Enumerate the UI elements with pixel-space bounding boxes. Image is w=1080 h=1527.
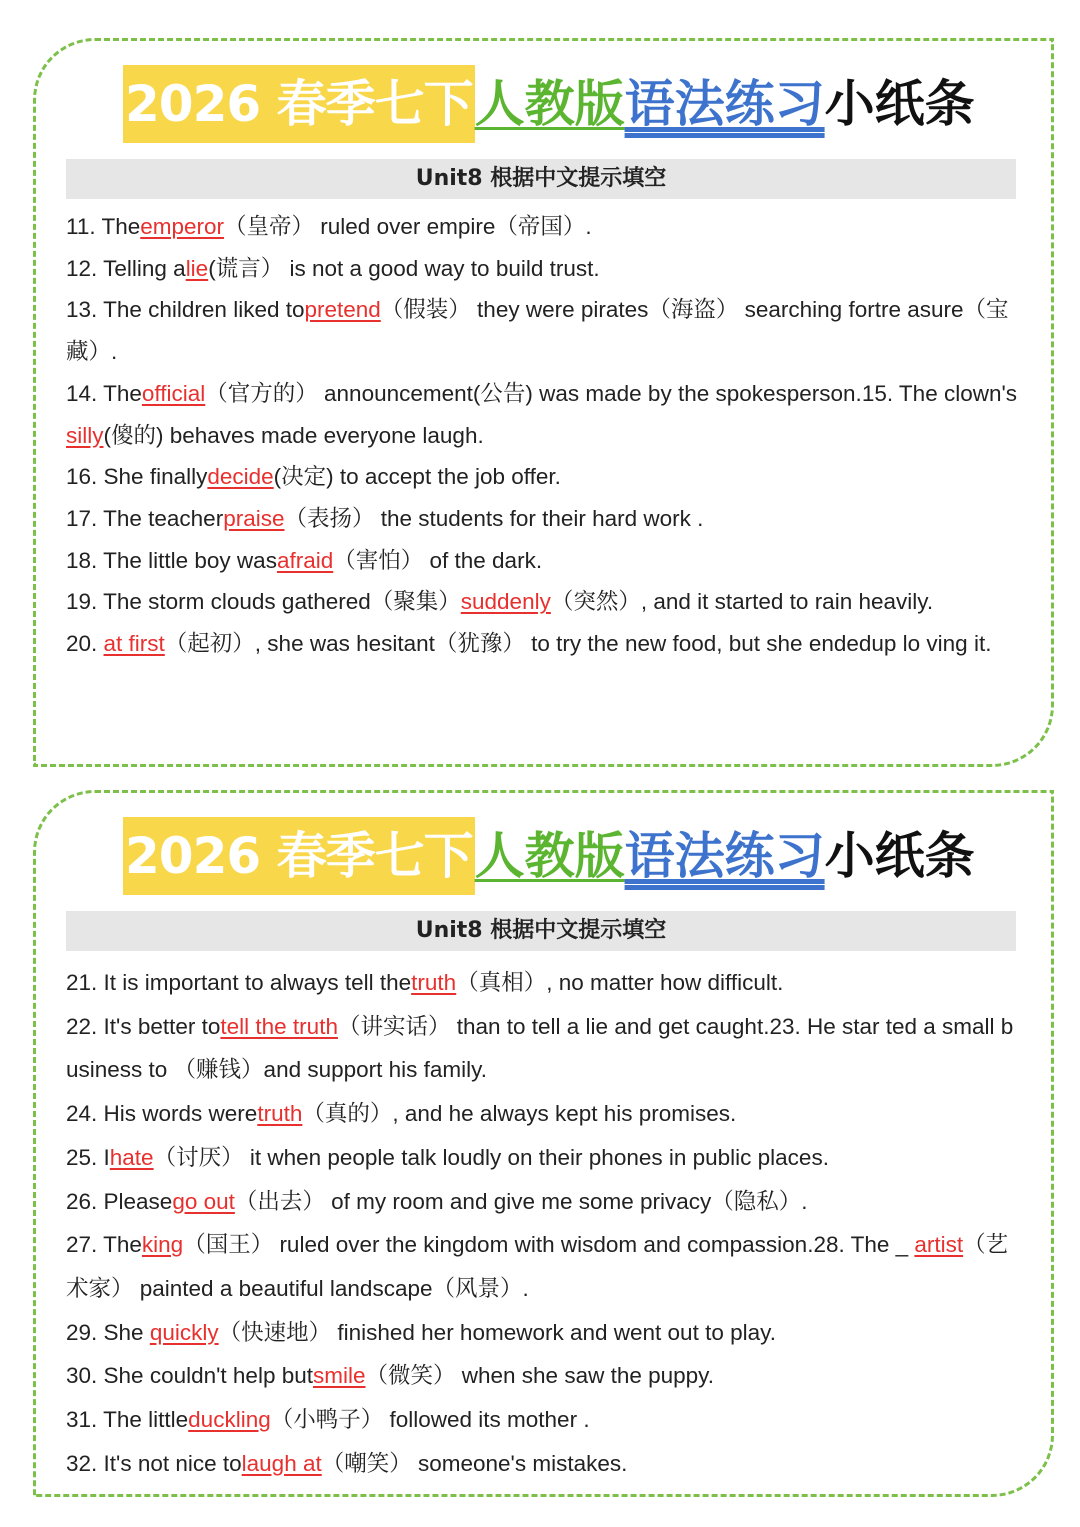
exercise-text: 30. She couldn't help but <box>66 1363 313 1389</box>
title-highlight-year: 2026 春季七下 <box>123 65 475 143</box>
exercise-list <box>66 961 1021 1485</box>
answer-fill: tell the truth <box>220 1013 338 1039</box>
exercise-item <box>66 540 1021 582</box>
title-notes: 小纸条 <box>824 827 975 885</box>
exercise-item <box>66 1005 1021 1092</box>
exercise-text: （害怕） of the dark. <box>333 547 543 573</box>
exercise-item <box>66 1442 1021 1486</box>
exercise-text: （皇帝） ruled over empire（帝国）. <box>224 214 592 239</box>
exercise-item <box>66 1311 1021 1355</box>
title-notes: 小纸条 <box>824 75 975 133</box>
title-edition: 人教版 <box>474 75 625 133</box>
exercise-item <box>66 456 1021 498</box>
exercise-text: （真的）, and he always kept his promises. <box>302 1101 737 1127</box>
exercise-text: 14. The <box>66 380 142 406</box>
answer-fill: decide <box>207 464 274 490</box>
exercise-list <box>66 206 1021 665</box>
answer-fill: lie <box>185 255 209 281</box>
answer-fill: official <box>141 380 206 406</box>
answer-fill: go out <box>172 1188 235 1214</box>
answer-fill: smile <box>312 1363 366 1389</box>
title-grammar-practice: 语法练习 <box>624 75 825 133</box>
answer-fill: quickly <box>149 1319 219 1345</box>
exercise-text: 12. Telling a <box>66 255 186 281</box>
answer-fill: afraid <box>276 547 334 573</box>
exercise-text: （起初）, she was hesitant（犹豫） to try the new food, but she endedup lo ving it. <box>164 631 992 657</box>
answer-fill: artist <box>914 1232 964 1258</box>
exercise-item <box>66 1398 1021 1442</box>
answer-fill: king <box>141 1232 184 1258</box>
exercise-text: （国王） ruled over the kingdom with wisdom and compassion.28. The _ <box>183 1232 915 1258</box>
exercise-text: 13. The children liked to <box>66 297 305 323</box>
exercise-item <box>66 248 1021 290</box>
exercise-text: 27. The <box>66 1232 142 1258</box>
section-subtitle: Unit8 根据中文提示填空 <box>66 159 1016 199</box>
exercise-text: 22. It's better to <box>66 1013 221 1039</box>
answer-fill: truth <box>257 1101 303 1127</box>
exercise-text: （讲实话） than to tell a lie and get caught.23. He star ted a small business to （赚钱）and support his family. <box>66 1013 1014 1083</box>
exercise-text: (决定) to accept the job offer. <box>273 464 561 490</box>
exercise-text: 19. The storm clouds gathered（聚集） <box>66 589 461 615</box>
exercise-item <box>66 498 1021 540</box>
exercise-text: 25. I <box>66 1144 110 1170</box>
exercise-item <box>66 373 1021 456</box>
exercise-text: 21. It is important to always tell the <box>66 970 412 995</box>
answer-fill: duckling <box>188 1407 271 1433</box>
answer-fill: laugh at <box>241 1450 322 1476</box>
exercise-item <box>66 1180 1021 1224</box>
section-subtitle: Unit8 根据中文提示填空 <box>66 911 1016 951</box>
exercise-text: 31. The little <box>66 1407 189 1433</box>
exercise-text: （嘲笑） someone's mistakes. <box>321 1450 628 1476</box>
exercise-text: （小鸭子） followed its mother . <box>270 1407 590 1433</box>
answer-fill: praise <box>223 505 285 531</box>
exercise-text: 18. The little boy was <box>66 547 277 573</box>
exercise-text: (谎言） is not a good way to build trust. <box>208 255 600 281</box>
exercise-text: （官方的） announcement(公告) was made by the spokesperson.15. The clown's <box>205 380 1018 406</box>
answer-fill: suddenly <box>460 589 551 615</box>
exercise-text: 20. <box>66 631 104 657</box>
answer-fill: emperor <box>140 214 225 239</box>
answer-fill: hate <box>109 1144 154 1170</box>
exercise-item <box>66 206 1021 248</box>
answer-fill: pretend <box>304 297 381 323</box>
exercise-item <box>66 581 1021 623</box>
exercise-text: （出去） of my room and give me some privacy（隐私）. <box>234 1188 808 1214</box>
exercise-text: （微笑） when she saw the puppy. <box>365 1363 714 1389</box>
exercise-item <box>66 623 1021 665</box>
exercise-item <box>66 1223 1021 1310</box>
exercise-text: (傻的) behaves made everyone laugh. <box>103 422 484 448</box>
title-edition: 人教版 <box>474 827 625 885</box>
exercise-text: （快速地） finished her homework and went out to play. <box>218 1319 776 1345</box>
title-highlight-year: 2026 春季七下 <box>123 817 475 895</box>
answer-fill: silly <box>66 422 104 448</box>
answer-fill: at first <box>103 631 165 657</box>
exercise-text: 29. She <box>66 1319 150 1345</box>
exercise-text: （表扬） the students for their hard work . <box>284 505 704 531</box>
exercise-text: 11. The <box>66 214 141 239</box>
exercise-text: 26. Please <box>66 1188 173 1214</box>
title-grammar-practice: 语法练习 <box>624 827 825 885</box>
exercise-text: （讨厌） it when people talk loudly on their phones in public places. <box>153 1144 829 1170</box>
exercise-text: 24. His words were <box>66 1101 258 1127</box>
exercise-text: （艺术家） painted a beautiful landscape（风景）. <box>66 1232 1009 1301</box>
exercise-text: （假装） they were pirates（海盗） searching fortre asure（宝藏）. <box>66 297 1009 365</box>
exercise-item <box>66 289 1021 372</box>
exercise-item <box>66 1136 1021 1180</box>
exercise-text: （突然）, and it started to rain heavily. <box>550 589 934 615</box>
exercise-text: 16. She finally <box>66 464 208 490</box>
worksheet-title <box>123 65 975 143</box>
exercise-text: 17. The teacher <box>66 505 224 531</box>
worksheet-title <box>123 817 975 895</box>
worksheet-card-1 <box>33 38 1054 767</box>
exercise-item <box>66 961 1021 1005</box>
worksheet-card-2 <box>33 790 1054 1497</box>
exercise-text: （真相）, no matter how difficult. <box>456 970 784 995</box>
exercise-item <box>66 1092 1021 1136</box>
exercise-text: 32. It's not nice to <box>66 1450 242 1476</box>
answer-fill: truth <box>411 970 457 995</box>
exercise-item <box>66 1354 1021 1398</box>
